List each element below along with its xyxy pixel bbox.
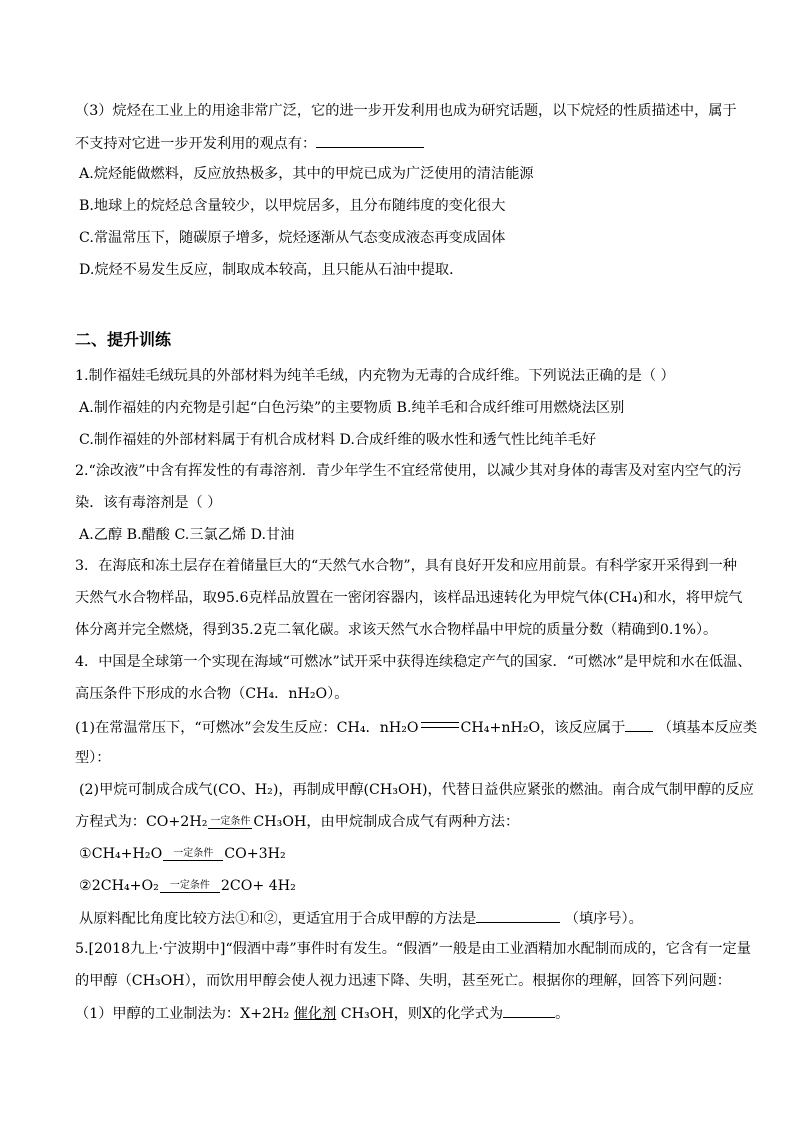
p1-options-ab: A.制作福娃的内充物是引起“白色污染”的主要物质 B.纯羊毛和合成纤维可用燃烧法区别	[79, 400, 625, 416]
p3-line1: 3．在海底和冻土层存在着储量巨大的“天然气水合物”，具有良好开发和应用前景。有科学家开采得到一种	[75, 558, 737, 574]
p4-sub2-line1: (2)甲烷可制成合成气(CO、H₂)，再制成甲醇(CH₃OH)，代替日益供应紧张的燃油。南合成气制甲醇的反应	[79, 782, 754, 798]
answer-blank[interactable]	[503, 1003, 555, 1018]
p5-line2: 的甲醇（CH₃OH），而饮用甲醇会使人视力迅速下降、失明，甚至死亡。根据你的理解，回答下列问题：	[75, 973, 731, 989]
p3-line2: 天然气水合物样品，取95.6克样品放置在一密闭容器内，该样品迅速转化为甲烷气体(CH₄)和水，将甲烷气	[75, 590, 743, 606]
p3-line3: 体分离并完全燃烧，得到35.2克二氧化碳。求该天然气水合物样晶中甲烷的质量分数（精确到0.1%）。	[75, 622, 718, 638]
p5-sub1: （1）甲醇的工业制法为：X+2H₂ 催化剂 CH₃OH，则X的化学式为 。	[75, 1003, 569, 1024]
reaction-condition-arrow: 一定条件	[163, 849, 223, 861]
section-title: 二、提升训练	[75, 330, 172, 349]
catalyst-label: 催化剂	[293, 1006, 337, 1022]
p4-line1: 4．中国是全球第一个实现在海域“可燃冰”试开采中获得连续稳定产气的国家．“可燃冰”是甲烷和水在低温、	[75, 654, 752, 670]
equals-sign	[421, 722, 459, 728]
p4-sub2-line2: 方程式为：CO+2H₂ 一定条件 CH₃OH，由甲烷制成合成气有两种方法：	[75, 814, 520, 830]
p4-method2: ②2CH₄+O₂ 一定条件 2CO+ 4H₂	[79, 878, 296, 894]
p4-compare: 从原料配比角度比较方法①和②，更适宜用于合成甲醇的方法是 （填序号）。	[79, 908, 643, 929]
p4-sub1-line2: 型）：	[75, 750, 111, 766]
q3-option-c: C.常温常压下，随碳原子增多，烷烃逐渐从气态变成液态再变成固体	[79, 230, 506, 246]
p2-stem-line1: 2.“涂改液”中含有挥发性的有毒溶剂．青少年学生不宜经常使用，以减少其对身体的毒害及对室内空气的污	[75, 463, 742, 479]
p5-line1: 5.[2018九上·宁波期中]“假酒中毒”事件时有发生。“假酒”一般是由工业酒精加水配制而成的，它含有一定量	[75, 941, 751, 957]
q3-option-d: D.烷烃不易发生反应，制取成本较高，且只能从石油中提取．	[79, 262, 464, 278]
p4-method1: ①CH₄+H₂O 一定条件 CO+3H₂	[79, 846, 286, 862]
answer-blank[interactable]	[625, 717, 653, 732]
q3-stem-line1: （3）烷烃在工业上的用途非常广泛，它的进一步开发利用也成为研究话题，以下烷烃的性质描述中，属于	[75, 103, 737, 119]
q3-option-b: B.地球上的烷烃总含量较少，以甲烷居多，且分布随纬度的变化很大	[79, 198, 506, 214]
p1-options-cd: C.制作福娃的外部材料属于有机合成材料 D.合成纤维的吸水性和透气性比纯羊毛好	[79, 432, 597, 448]
q3-stem-line2: 不支持对它进一步开发利用的观点有：	[75, 133, 424, 154]
answer-blank[interactable]	[316, 133, 424, 148]
reaction-condition-arrow: 一定条件	[160, 881, 220, 893]
p2-options: A.乙醇 B.醋酸 C.三氯乙烯 D.甘油	[79, 527, 295, 543]
q3-option-a: A.烷烃能做燃料，反应放热极多，其中的甲烷已成为广泛使用的清洁能源	[79, 166, 534, 182]
answer-blank[interactable]	[476, 908, 560, 923]
p2-stem-line2: 染．该有毒溶剂是（ ）	[75, 495, 222, 511]
p4-sub1-line1: (1)在常温常压下，“可燃冰”会发生反应：CH₄．nH₂O CH₄+nH₂O，该反应属于 （填基本反应类	[75, 717, 757, 738]
reaction-condition-arrow: 一定条件	[210, 816, 251, 827]
p4-line2: 高压条件下形成的水合物（CH₄．nH₂O）。	[75, 686, 349, 702]
p1-stem: 1.制作福娃毛绒玩具的外部材料为纯羊毛绒，内充物为无毒的合成纤维。下列说法正确的是（ ）	[75, 368, 675, 384]
